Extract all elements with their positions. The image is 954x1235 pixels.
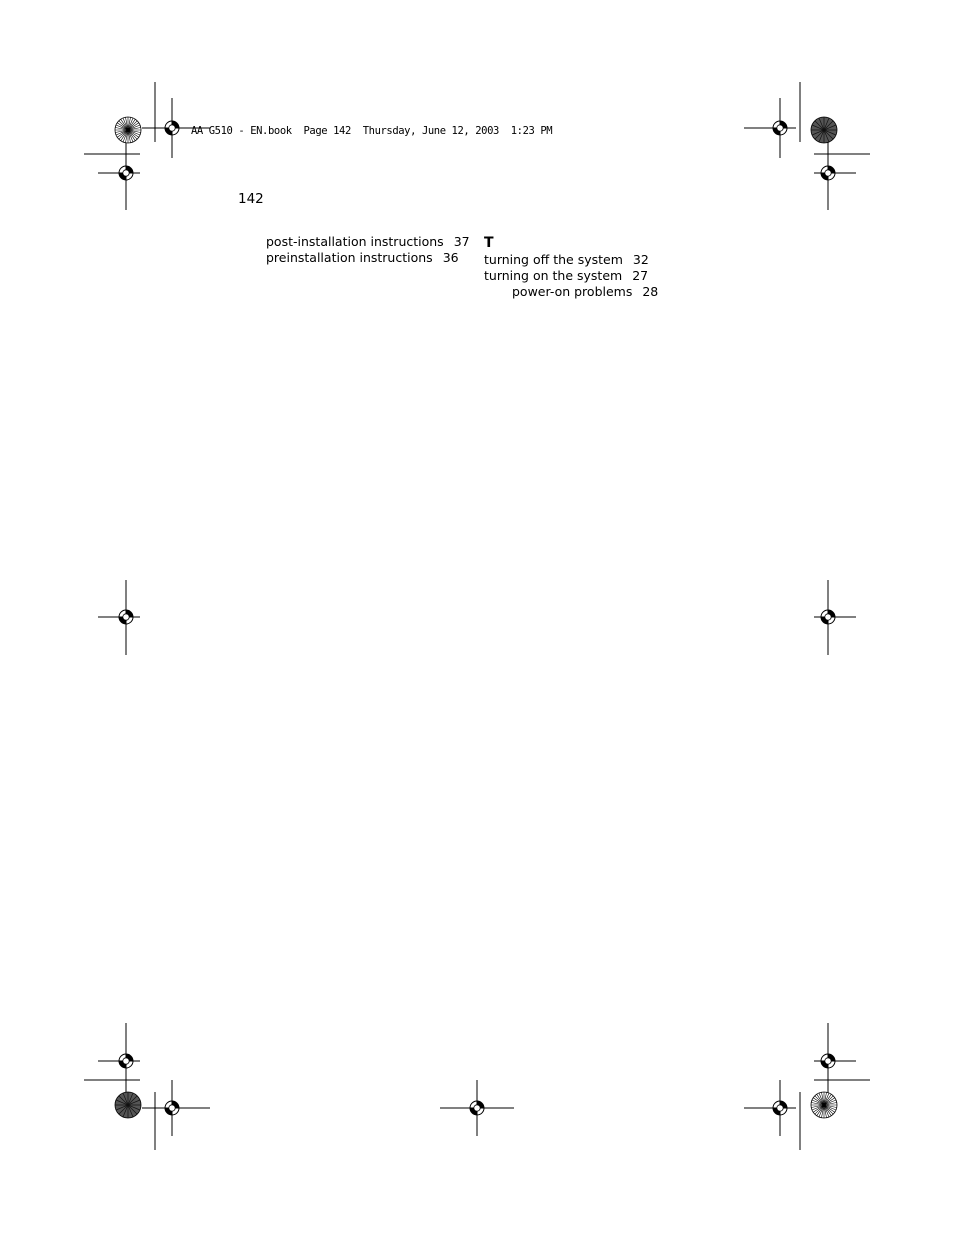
index-term: power-on problems [512,284,633,299]
index-entry [484,252,658,268]
index-letter-heading: T [484,235,494,251]
index-entry [484,268,658,284]
index-entry [266,250,470,266]
index-term: post-installation instructions [266,234,444,249]
index-term: preinstallation instructions [266,250,433,265]
index-page-ref: 32 [632,252,649,267]
index-column-left [266,234,470,266]
index-column-right [484,234,658,300]
book-slug-line: AA G510 - EN.book Page 142 Thursday, June 12, 2003 1:23 PM [191,125,553,137]
index-page-ref: 36 [442,250,459,265]
index-subentry [484,284,658,300]
index-term: turning off the system [484,252,623,267]
index-page-ref: 27 [632,268,649,283]
index-term: turning on the system [484,268,623,283]
index-entry [266,234,470,250]
page-number: 142 [238,191,264,207]
index-page-ref: 28 [642,284,659,299]
index-page-ref: 37 [453,234,470,249]
